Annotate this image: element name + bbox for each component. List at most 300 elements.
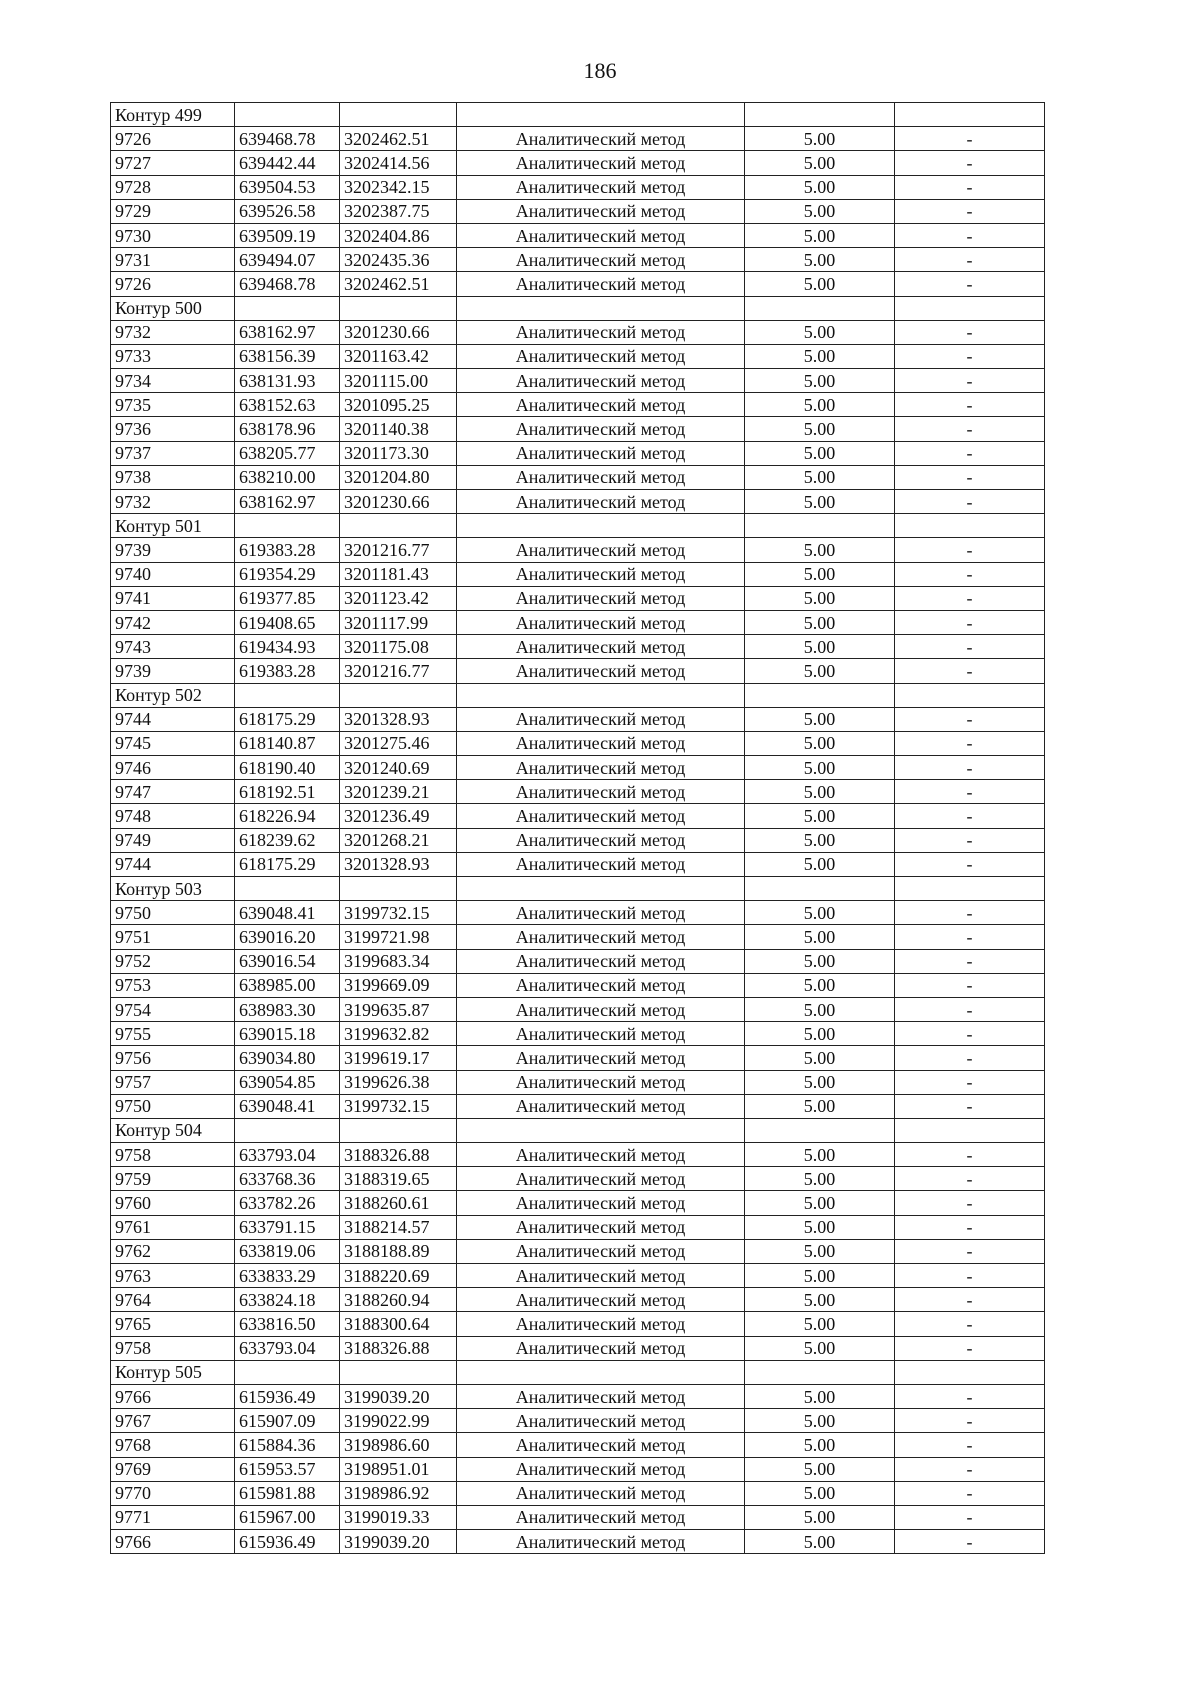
note-cell: - <box>895 562 1045 586</box>
point-row <box>111 1022 1045 1046</box>
note-cell: - <box>895 1239 1045 1263</box>
y-coordinate-cell: 3201181.43 <box>340 562 457 586</box>
point-id-cell: 9756 <box>111 1046 235 1070</box>
point-row <box>111 1094 1045 1118</box>
point-row <box>111 997 1045 1021</box>
point-row <box>111 852 1045 876</box>
method-cell: Аналитический метод <box>457 707 745 731</box>
point-row <box>111 586 1045 610</box>
y-coordinate-cell: 3199626.38 <box>340 1070 457 1094</box>
point-id-cell: 9729 <box>111 199 235 223</box>
empty-cell <box>895 514 1045 538</box>
note-cell: - <box>895 997 1045 1021</box>
note-cell: - <box>895 151 1045 175</box>
x-coordinate-cell: 618190.40 <box>235 756 340 780</box>
y-coordinate-cell: 3201175.08 <box>340 635 457 659</box>
accuracy-cell: 5.00 <box>745 780 895 804</box>
accuracy-cell: 5.00 <box>745 1143 895 1167</box>
method-cell: Аналитический метод <box>457 1143 745 1167</box>
point-row <box>111 1409 1045 1433</box>
x-coordinate-cell: 633782.26 <box>235 1191 340 1215</box>
point-row <box>111 659 1045 683</box>
accuracy-cell: 5.00 <box>745 369 895 393</box>
point-id-cell: 9749 <box>111 828 235 852</box>
note-cell: - <box>895 925 1045 949</box>
point-id-cell: 9757 <box>111 1070 235 1094</box>
empty-cell <box>895 1118 1045 1142</box>
y-coordinate-cell: 3202462.51 <box>340 272 457 296</box>
point-row <box>111 973 1045 997</box>
y-coordinate-cell: 3188326.88 <box>340 1336 457 1360</box>
point-row <box>111 1070 1045 1094</box>
accuracy-cell: 5.00 <box>745 1457 895 1481</box>
point-id-cell: 9752 <box>111 949 235 973</box>
note-cell: - <box>895 973 1045 997</box>
point-id-cell: 9746 <box>111 756 235 780</box>
accuracy-cell: 5.00 <box>745 731 895 755</box>
coordinates-table-body <box>111 103 1045 1554</box>
point-row <box>111 828 1045 852</box>
point-row <box>111 1046 1045 1070</box>
note-cell: - <box>895 852 1045 876</box>
y-coordinate-cell: 3201328.93 <box>340 707 457 731</box>
y-coordinate-cell: 3202414.56 <box>340 151 457 175</box>
note-cell: - <box>895 1022 1045 1046</box>
note-cell: - <box>895 1215 1045 1239</box>
x-coordinate-cell: 633793.04 <box>235 1336 340 1360</box>
x-coordinate-cell: 639034.80 <box>235 1046 340 1070</box>
accuracy-cell: 5.00 <box>745 1530 895 1554</box>
accuracy-cell: 5.00 <box>745 586 895 610</box>
point-row <box>111 562 1045 586</box>
note-cell: - <box>895 369 1045 393</box>
x-coordinate-cell: 638152.63 <box>235 393 340 417</box>
accuracy-cell: 5.00 <box>745 1239 895 1263</box>
note-cell: - <box>895 1530 1045 1554</box>
y-coordinate-cell: 3188300.64 <box>340 1312 457 1336</box>
note-cell: - <box>895 199 1045 223</box>
y-coordinate-cell: 3201230.66 <box>340 490 457 514</box>
method-cell: Аналитический метод <box>457 997 745 1021</box>
method-cell: Аналитический метод <box>457 1505 745 1529</box>
note-cell: - <box>895 707 1045 731</box>
point-id-cell: 9730 <box>111 223 235 247</box>
note-cell: - <box>895 175 1045 199</box>
note-cell: - <box>895 1433 1045 1457</box>
accuracy-cell: 5.00 <box>745 1191 895 1215</box>
point-id-cell: 9758 <box>111 1143 235 1167</box>
contour-title: Контур 499 <box>111 103 235 127</box>
method-cell: Аналитический метод <box>457 1336 745 1360</box>
accuracy-cell: 5.00 <box>745 828 895 852</box>
point-row <box>111 1143 1045 1167</box>
x-coordinate-cell: 639468.78 <box>235 127 340 151</box>
x-coordinate-cell: 618175.29 <box>235 852 340 876</box>
method-cell: Аналитический метод <box>457 1070 745 1094</box>
x-coordinate-cell: 619434.93 <box>235 635 340 659</box>
accuracy-cell: 5.00 <box>745 417 895 441</box>
y-coordinate-cell: 3202342.15 <box>340 175 457 199</box>
y-coordinate-cell: 3199039.20 <box>340 1384 457 1408</box>
point-id-cell: 9728 <box>111 175 235 199</box>
note-cell: - <box>895 1094 1045 1118</box>
note-cell: - <box>895 1457 1045 1481</box>
point-id-cell: 9748 <box>111 804 235 828</box>
accuracy-cell: 5.00 <box>745 949 895 973</box>
accuracy-cell: 5.00 <box>745 1505 895 1529</box>
x-coordinate-cell: 618239.62 <box>235 828 340 852</box>
accuracy-cell: 5.00 <box>745 1288 895 1312</box>
method-cell: Аналитический метод <box>457 635 745 659</box>
y-coordinate-cell: 3188214.57 <box>340 1215 457 1239</box>
method-cell: Аналитический метод <box>457 1191 745 1215</box>
empty-cell <box>745 296 895 320</box>
y-coordinate-cell: 3201163.42 <box>340 344 457 368</box>
point-row <box>111 272 1045 296</box>
accuracy-cell: 5.00 <box>745 1070 895 1094</box>
note-cell: - <box>895 586 1045 610</box>
point-row <box>111 1167 1045 1191</box>
method-cell: Аналитический метод <box>457 1312 745 1336</box>
y-coordinate-cell: 3188319.65 <box>340 1167 457 1191</box>
accuracy-cell: 5.00 <box>745 175 895 199</box>
accuracy-cell: 5.00 <box>745 199 895 223</box>
y-coordinate-cell: 3188260.94 <box>340 1288 457 1312</box>
method-cell: Аналитический метод <box>457 248 745 272</box>
point-id-cell: 9755 <box>111 1022 235 1046</box>
accuracy-cell: 5.00 <box>745 1336 895 1360</box>
point-row <box>111 635 1045 659</box>
y-coordinate-cell: 3202462.51 <box>340 127 457 151</box>
y-coordinate-cell: 3199669.09 <box>340 973 457 997</box>
point-row <box>111 1530 1045 1554</box>
note-cell: - <box>895 610 1045 634</box>
point-row <box>111 1215 1045 1239</box>
empty-cell <box>457 296 745 320</box>
y-coordinate-cell: 3199732.15 <box>340 901 457 925</box>
accuracy-cell: 5.00 <box>745 1481 895 1505</box>
empty-cell <box>340 1360 457 1384</box>
note-cell: - <box>895 223 1045 247</box>
accuracy-cell: 5.00 <box>745 562 895 586</box>
point-id-cell: 9733 <box>111 344 235 368</box>
x-coordinate-cell: 633824.18 <box>235 1288 340 1312</box>
accuracy-cell: 5.00 <box>745 320 895 344</box>
x-coordinate-cell: 619408.65 <box>235 610 340 634</box>
accuracy-cell: 5.00 <box>745 852 895 876</box>
x-coordinate-cell: 639048.41 <box>235 1094 340 1118</box>
point-id-cell: 9727 <box>111 151 235 175</box>
method-cell: Аналитический метод <box>457 272 745 296</box>
x-coordinate-cell: 619377.85 <box>235 586 340 610</box>
note-cell: - <box>895 756 1045 780</box>
note-cell: - <box>895 1409 1045 1433</box>
method-cell: Аналитический метод <box>457 465 745 489</box>
point-id-cell: 9768 <box>111 1433 235 1457</box>
y-coordinate-cell: 3201239.21 <box>340 780 457 804</box>
note-cell: - <box>895 1143 1045 1167</box>
point-id-cell: 9751 <box>111 925 235 949</box>
y-coordinate-cell: 3201236.49 <box>340 804 457 828</box>
contour-header-row <box>111 877 1045 901</box>
empty-cell <box>340 683 457 707</box>
empty-cell <box>235 514 340 538</box>
method-cell: Аналитический метод <box>457 852 745 876</box>
y-coordinate-cell: 3201240.69 <box>340 756 457 780</box>
x-coordinate-cell: 638131.93 <box>235 369 340 393</box>
point-id-cell: 9769 <box>111 1457 235 1481</box>
accuracy-cell: 5.00 <box>745 248 895 272</box>
method-cell: Аналитический метод <box>457 949 745 973</box>
y-coordinate-cell: 3199632.82 <box>340 1022 457 1046</box>
coordinates-table <box>110 102 1045 1554</box>
y-coordinate-cell: 3201173.30 <box>340 441 457 465</box>
point-id-cell: 9745 <box>111 731 235 755</box>
y-coordinate-cell: 3198951.01 <box>340 1457 457 1481</box>
note-cell: - <box>895 490 1045 514</box>
x-coordinate-cell: 633833.29 <box>235 1264 340 1288</box>
contour-header-row <box>111 1118 1045 1142</box>
accuracy-cell: 5.00 <box>745 804 895 828</box>
point-id-cell: 9735 <box>111 393 235 417</box>
method-cell: Аналитический метод <box>457 1094 745 1118</box>
note-cell: - <box>895 465 1045 489</box>
point-row <box>111 1336 1045 1360</box>
method-cell: Аналитический метод <box>457 344 745 368</box>
y-coordinate-cell: 3201328.93 <box>340 852 457 876</box>
point-id-cell: 9760 <box>111 1191 235 1215</box>
x-coordinate-cell: 633791.15 <box>235 1215 340 1239</box>
method-cell: Аналитический метод <box>457 441 745 465</box>
point-row <box>111 1433 1045 1457</box>
point-id-cell: 9753 <box>111 973 235 997</box>
accuracy-cell: 5.00 <box>745 610 895 634</box>
y-coordinate-cell: 3201216.77 <box>340 538 457 562</box>
point-id-cell: 9765 <box>111 1312 235 1336</box>
point-id-cell: 9764 <box>111 1288 235 1312</box>
method-cell: Аналитический метод <box>457 610 745 634</box>
method-cell: Аналитический метод <box>457 1022 745 1046</box>
point-id-cell: 9726 <box>111 272 235 296</box>
empty-cell <box>340 1118 457 1142</box>
method-cell: Аналитический метод <box>457 1288 745 1312</box>
y-coordinate-cell: 3202435.36 <box>340 248 457 272</box>
point-id-cell: 9739 <box>111 659 235 683</box>
point-id-cell: 9743 <box>111 635 235 659</box>
point-row <box>111 949 1045 973</box>
y-coordinate-cell: 3199039.20 <box>340 1530 457 1554</box>
point-id-cell: 9734 <box>111 369 235 393</box>
point-row <box>111 344 1045 368</box>
y-coordinate-cell: 3201230.66 <box>340 320 457 344</box>
point-id-cell: 9741 <box>111 586 235 610</box>
note-cell: - <box>895 393 1045 417</box>
x-coordinate-cell: 633793.04 <box>235 1143 340 1167</box>
method-cell: Аналитический метод <box>457 1433 745 1457</box>
contour-header-row <box>111 514 1045 538</box>
y-coordinate-cell: 3201123.42 <box>340 586 457 610</box>
y-coordinate-cell: 3201140.38 <box>340 417 457 441</box>
point-id-cell: 9747 <box>111 780 235 804</box>
point-row <box>111 151 1045 175</box>
x-coordinate-cell: 615936.49 <box>235 1384 340 1408</box>
accuracy-cell: 5.00 <box>745 1094 895 1118</box>
method-cell: Аналитический метод <box>457 1239 745 1263</box>
method-cell: Аналитический метод <box>457 538 745 562</box>
point-row <box>111 538 1045 562</box>
point-row <box>111 441 1045 465</box>
y-coordinate-cell: 3199721.98 <box>340 925 457 949</box>
empty-cell <box>235 877 340 901</box>
accuracy-cell: 5.00 <box>745 272 895 296</box>
note-cell: - <box>895 1046 1045 1070</box>
x-coordinate-cell: 639015.18 <box>235 1022 340 1046</box>
note-cell: - <box>895 1191 1045 1215</box>
point-id-cell: 9763 <box>111 1264 235 1288</box>
point-id-cell: 9732 <box>111 320 235 344</box>
y-coordinate-cell: 3199619.17 <box>340 1046 457 1070</box>
y-coordinate-cell: 3199022.99 <box>340 1409 457 1433</box>
accuracy-cell: 5.00 <box>745 973 895 997</box>
x-coordinate-cell: 633819.06 <box>235 1239 340 1263</box>
empty-cell <box>745 514 895 538</box>
point-id-cell: 9766 <box>111 1530 235 1554</box>
accuracy-cell: 5.00 <box>745 997 895 1021</box>
x-coordinate-cell: 638985.00 <box>235 973 340 997</box>
accuracy-cell: 5.00 <box>745 127 895 151</box>
accuracy-cell: 5.00 <box>745 1215 895 1239</box>
accuracy-cell: 5.00 <box>745 1167 895 1191</box>
note-cell: - <box>895 538 1045 562</box>
point-id-cell: 9726 <box>111 127 235 151</box>
point-id-cell: 9737 <box>111 441 235 465</box>
x-coordinate-cell: 639526.58 <box>235 199 340 223</box>
accuracy-cell: 5.00 <box>745 393 895 417</box>
note-cell: - <box>895 1264 1045 1288</box>
x-coordinate-cell: 618226.94 <box>235 804 340 828</box>
x-coordinate-cell: 618175.29 <box>235 707 340 731</box>
empty-cell <box>745 877 895 901</box>
y-coordinate-cell: 3201117.99 <box>340 610 457 634</box>
note-cell: - <box>895 417 1045 441</box>
point-id-cell: 9744 <box>111 707 235 731</box>
empty-cell <box>340 103 457 127</box>
contour-title: Контур 504 <box>111 1118 235 1142</box>
method-cell: Аналитический метод <box>457 1457 745 1481</box>
method-cell: Аналитический метод <box>457 320 745 344</box>
empty-cell <box>745 683 895 707</box>
y-coordinate-cell: 3188188.89 <box>340 1239 457 1263</box>
x-coordinate-cell: 639016.54 <box>235 949 340 973</box>
point-id-cell: 9759 <box>111 1167 235 1191</box>
point-id-cell: 9732 <box>111 490 235 514</box>
x-coordinate-cell: 638178.96 <box>235 417 340 441</box>
point-id-cell: 9754 <box>111 997 235 1021</box>
x-coordinate-cell: 638210.00 <box>235 465 340 489</box>
note-cell: - <box>895 1336 1045 1360</box>
note-cell: - <box>895 1505 1045 1529</box>
point-row <box>111 804 1045 828</box>
x-coordinate-cell: 639048.41 <box>235 901 340 925</box>
point-row <box>111 1191 1045 1215</box>
point-id-cell: 9766 <box>111 1384 235 1408</box>
point-id-cell: 9762 <box>111 1239 235 1263</box>
point-id-cell: 9758 <box>111 1336 235 1360</box>
empty-cell <box>745 1360 895 1384</box>
empty-cell <box>457 1118 745 1142</box>
x-coordinate-cell: 639494.07 <box>235 248 340 272</box>
point-row <box>111 901 1045 925</box>
y-coordinate-cell: 3201216.77 <box>340 659 457 683</box>
contour-title: Контур 502 <box>111 683 235 707</box>
empty-cell <box>457 1360 745 1384</box>
method-cell: Аналитический метод <box>457 1215 745 1239</box>
accuracy-cell: 5.00 <box>745 756 895 780</box>
point-id-cell: 9750 <box>111 1094 235 1118</box>
note-cell: - <box>895 127 1045 151</box>
empty-cell <box>895 103 1045 127</box>
empty-cell <box>457 103 745 127</box>
accuracy-cell: 5.00 <box>745 1264 895 1288</box>
method-cell: Аналитический метод <box>457 1481 745 1505</box>
x-coordinate-cell: 639504.53 <box>235 175 340 199</box>
empty-cell <box>340 877 457 901</box>
note-cell: - <box>895 1070 1045 1094</box>
method-cell: Аналитический метод <box>457 1530 745 1554</box>
x-coordinate-cell: 639468.78 <box>235 272 340 296</box>
method-cell: Аналитический метод <box>457 393 745 417</box>
point-id-cell: 9739 <box>111 538 235 562</box>
point-row <box>111 223 1045 247</box>
point-row <box>111 417 1045 441</box>
empty-cell <box>235 103 340 127</box>
y-coordinate-cell: 3201204.80 <box>340 465 457 489</box>
point-row <box>111 1312 1045 1336</box>
y-coordinate-cell: 3202387.75 <box>340 199 457 223</box>
accuracy-cell: 5.00 <box>745 465 895 489</box>
point-row <box>111 1384 1045 1408</box>
x-coordinate-cell: 615884.36 <box>235 1433 340 1457</box>
method-cell: Аналитический метод <box>457 828 745 852</box>
point-row <box>111 756 1045 780</box>
point-row <box>111 248 1045 272</box>
point-id-cell: 9770 <box>111 1481 235 1505</box>
point-row <box>111 610 1045 634</box>
x-coordinate-cell: 615981.88 <box>235 1481 340 1505</box>
x-coordinate-cell: 638162.97 <box>235 320 340 344</box>
empty-cell <box>457 877 745 901</box>
method-cell: Аналитический метод <box>457 1409 745 1433</box>
x-coordinate-cell: 639054.85 <box>235 1070 340 1094</box>
method-cell: Аналитический метод <box>457 1046 745 1070</box>
method-cell: Аналитический метод <box>457 901 745 925</box>
point-row <box>111 320 1045 344</box>
y-coordinate-cell: 3198986.60 <box>340 1433 457 1457</box>
method-cell: Аналитический метод <box>457 417 745 441</box>
method-cell: Аналитический метод <box>457 199 745 223</box>
empty-cell <box>895 683 1045 707</box>
empty-cell <box>235 1118 340 1142</box>
x-coordinate-cell: 618140.87 <box>235 731 340 755</box>
empty-cell <box>235 683 340 707</box>
x-coordinate-cell: 633768.36 <box>235 1167 340 1191</box>
x-coordinate-cell: 615953.57 <box>235 1457 340 1481</box>
empty-cell <box>340 514 457 538</box>
method-cell: Аналитический метод <box>457 731 745 755</box>
empty-cell <box>895 1360 1045 1384</box>
method-cell: Аналитический метод <box>457 804 745 828</box>
accuracy-cell: 5.00 <box>745 223 895 247</box>
